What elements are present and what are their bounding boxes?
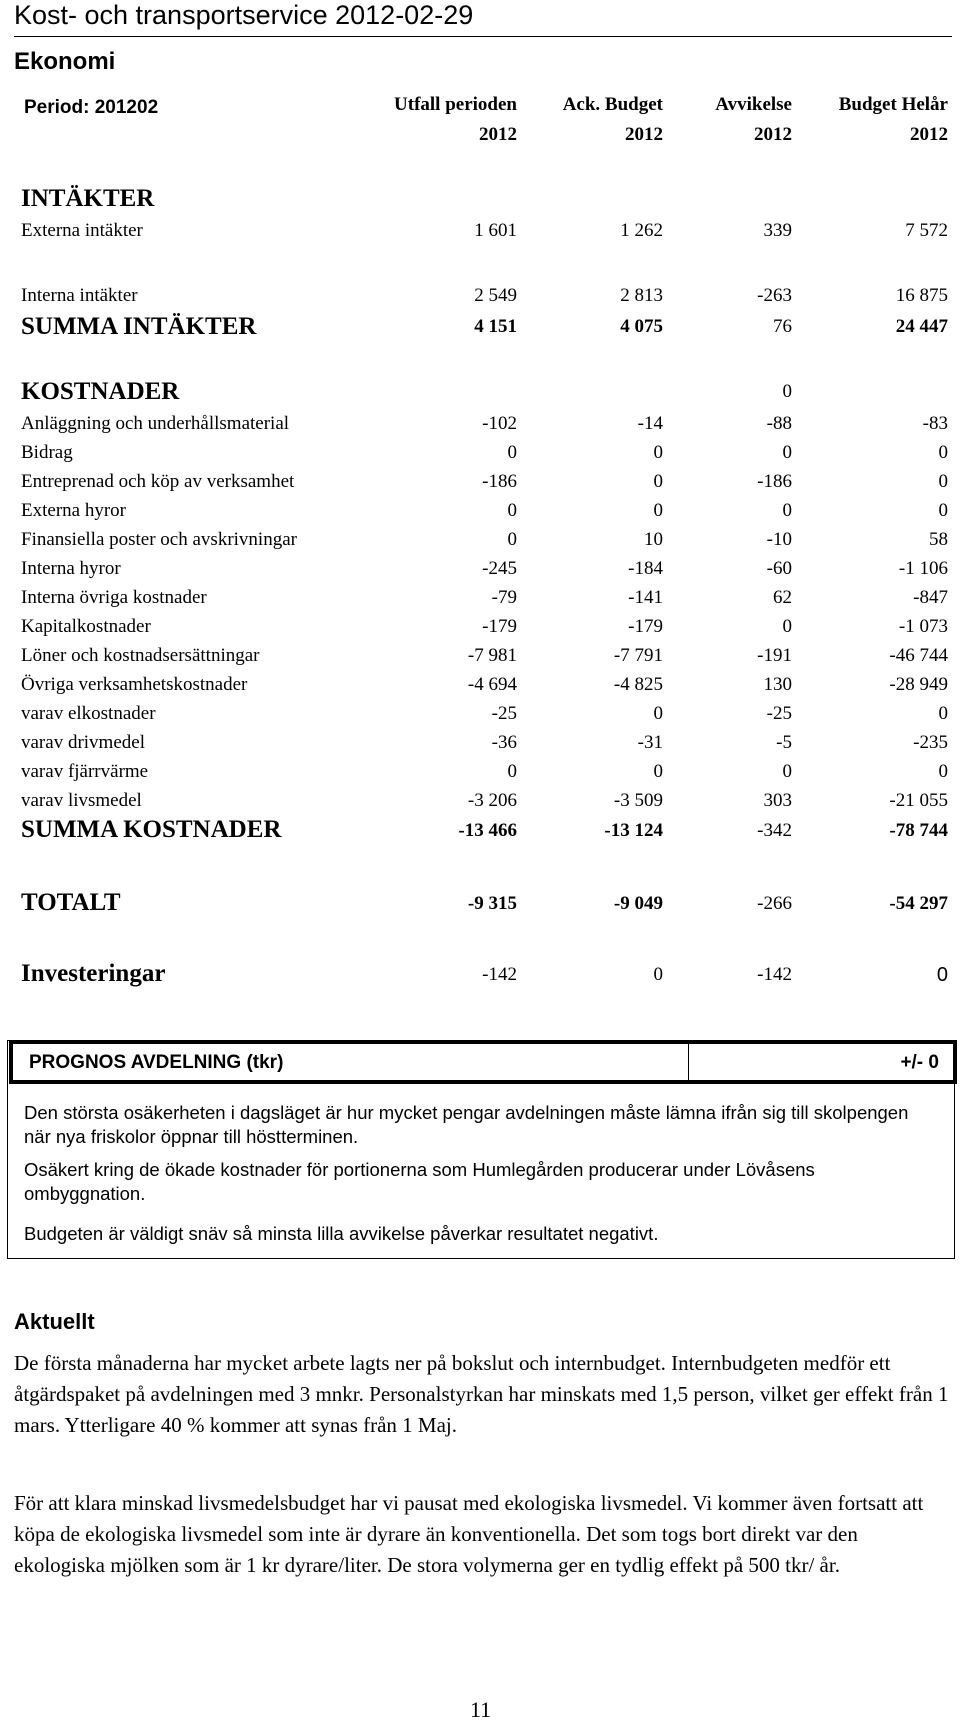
cell-budget-helar: -83 bbox=[922, 413, 948, 434]
table-row bbox=[0, 413, 960, 443]
cell-utfall: -186 bbox=[482, 471, 517, 492]
column-header-budget-helar bbox=[839, 90, 948, 150]
row-label: Externa intäkter bbox=[21, 220, 143, 241]
cell-ack-budget: 0 bbox=[653, 703, 663, 724]
cell-ack-budget: -9 049 bbox=[613, 893, 663, 914]
aktuellt-paragraph: De första månaderna har mycket arbete lagts ner på bokslut och internbudget. Internbudgeten medför ett åtgärdspaket på avdelningen med 3 mnkr. Personalstyrkan har minskats med 1,5 person, vilket ger effekt från 1 mars. Ytterligare 40 % kommer att synas från 1 Maj. bbox=[14, 1351, 949, 1437]
table-row bbox=[0, 761, 960, 791]
cell-budget-helar: -235 bbox=[913, 732, 948, 753]
investments-row bbox=[0, 960, 960, 994]
cell-avvikelse: 0 bbox=[782, 500, 792, 521]
cell-avvikelse: -191 bbox=[757, 645, 792, 666]
prognos-title: PROGNOS AVDELNING (tkr) bbox=[29, 1052, 284, 1073]
cell-budget-helar: 0 bbox=[938, 761, 948, 782]
column-header-line2: 2012 bbox=[754, 124, 792, 145]
cell-budget-helar: -847 bbox=[913, 587, 948, 608]
section-heading: Ekonomi bbox=[14, 48, 116, 75]
title-rule bbox=[14, 36, 952, 37]
column-header-line2: 2012 bbox=[910, 124, 948, 145]
row-label: Finansiella poster och avskrivningar bbox=[21, 529, 297, 550]
cell-avvikelse: -186 bbox=[757, 471, 792, 492]
income-total-row bbox=[0, 313, 960, 346]
cell-budget-helar: -1 106 bbox=[898, 558, 948, 579]
row-label: Externa hyror bbox=[21, 500, 126, 521]
cell-budget-helar: 0 bbox=[938, 442, 948, 463]
column-header-line2: 2012 bbox=[625, 124, 663, 145]
cell-ack-budget: 1 262 bbox=[620, 220, 663, 241]
cell-avvikelse: 0 bbox=[782, 442, 792, 463]
cost-heading-row bbox=[0, 378, 960, 411]
cell-avvikelse: 0 bbox=[782, 381, 792, 402]
row-label: Kapitalkostnader bbox=[21, 616, 151, 637]
row-label: Entreprenad och köp av verksamhet bbox=[21, 471, 295, 492]
row-label: Investeringar bbox=[21, 960, 166, 987]
cell-ack-budget: -3 509 bbox=[613, 790, 663, 811]
cell-avvikelse: -342 bbox=[757, 820, 792, 841]
row-label: varav elkostnader bbox=[21, 703, 156, 724]
row-label: Interna hyror bbox=[21, 558, 121, 579]
row-label: Bidrag bbox=[21, 442, 73, 463]
page-number: 11 bbox=[470, 1697, 492, 1722]
cell-ack-budget: 0 bbox=[653, 500, 663, 521]
table-row bbox=[0, 645, 960, 675]
cell-budget-helar: 0 bbox=[938, 500, 948, 521]
cell-budget-helar: -78 744 bbox=[889, 820, 948, 841]
row-label: TOTALT bbox=[21, 889, 121, 916]
cell-ack-budget: -14 bbox=[637, 413, 663, 434]
cell-utfall: -13 466 bbox=[458, 820, 517, 841]
income-heading: INTÄKTER bbox=[21, 185, 155, 212]
cell-avvikelse: -10 bbox=[766, 529, 792, 550]
table-row bbox=[0, 703, 960, 733]
cell-avvikelse: -5 bbox=[776, 732, 792, 753]
cell-avvikelse: 339 bbox=[763, 220, 792, 241]
cell-ack-budget: 0 bbox=[653, 471, 663, 492]
cell-ack-budget: -7 791 bbox=[613, 645, 663, 666]
document-title: Kost- och transportservice 2012-02-29 bbox=[14, 0, 474, 30]
table-row bbox=[0, 220, 960, 250]
cell-budget-helar: -1 073 bbox=[898, 616, 948, 637]
cell-ack-budget: -141 bbox=[628, 587, 663, 608]
row-label: Löner och kostnadsersättningar bbox=[21, 645, 260, 666]
prognos-paragraph: Budgeten är väldigt snäv så minsta lilla avvikelse påverkar resultatet negativt. bbox=[24, 1223, 659, 1244]
cell-avvikelse: -266 bbox=[757, 893, 792, 914]
cell-budget-helar: 0 bbox=[938, 703, 948, 724]
cell-ack-budget: 0 bbox=[653, 761, 663, 782]
cell-utfall: 0 bbox=[507, 442, 517, 463]
cell-utfall: -179 bbox=[482, 616, 517, 637]
column-header-line1: Utfall perioden bbox=[394, 94, 517, 115]
cell-budget-helar: -54 297 bbox=[889, 893, 948, 914]
table-row bbox=[0, 587, 960, 617]
cell-budget-helar: 0 bbox=[936, 964, 948, 986]
table-row bbox=[0, 616, 960, 646]
cell-utfall: -245 bbox=[482, 558, 517, 579]
cell-ack-budget: -179 bbox=[628, 616, 663, 637]
table-row bbox=[0, 285, 960, 315]
column-header-line1: Ack. Budget bbox=[562, 94, 663, 115]
cell-avvikelse: -142 bbox=[757, 964, 792, 985]
cell-avvikelse: 130 bbox=[763, 674, 792, 695]
table-row bbox=[0, 558, 960, 588]
cell-ack-budget: 2 813 bbox=[620, 285, 663, 306]
cell-utfall: -3 206 bbox=[467, 790, 517, 811]
cell-budget-helar: 0 bbox=[938, 471, 948, 492]
cell-avvikelse: -25 bbox=[766, 703, 792, 724]
cell-utfall: -4 694 bbox=[467, 674, 517, 695]
cost-total-row bbox=[0, 816, 960, 850]
cell-ack-budget: 4 075 bbox=[620, 316, 663, 337]
cost-heading: KOSTNADER bbox=[21, 378, 180, 405]
cell-ack-budget: -4 825 bbox=[613, 674, 663, 695]
table-row bbox=[0, 471, 960, 501]
row-label: Interna övriga kostnader bbox=[21, 587, 207, 608]
table-row bbox=[0, 500, 960, 530]
cell-budget-helar: 24 447 bbox=[895, 316, 948, 337]
table-row bbox=[0, 442, 960, 472]
table-row bbox=[0, 674, 960, 704]
cell-budget-helar: -28 949 bbox=[889, 674, 948, 695]
row-label: Övriga verksamhetskostnader bbox=[21, 674, 248, 695]
cell-utfall: -142 bbox=[482, 964, 517, 985]
cell-utfall: -36 bbox=[491, 732, 517, 753]
column-header-utfall bbox=[394, 90, 517, 150]
cell-ack-budget: 0 bbox=[653, 442, 663, 463]
row-label: varav livsmedel bbox=[21, 790, 142, 811]
column-header-ack-budget bbox=[563, 90, 663, 150]
cell-avvikelse: -88 bbox=[766, 413, 792, 434]
cell-avvikelse: 303 bbox=[763, 790, 792, 811]
column-header-line1: Avvikelse bbox=[715, 94, 792, 115]
cell-utfall: -102 bbox=[482, 413, 517, 434]
prognos-divider bbox=[688, 1044, 689, 1080]
row-label: varav fjärrvärme bbox=[21, 761, 149, 782]
row-label: varav drivmedel bbox=[21, 732, 145, 753]
column-header-line1: Budget Helår bbox=[838, 94, 948, 115]
row-label: Anläggning och underhållsmaterial bbox=[21, 413, 290, 434]
cell-ack-budget: -13 124 bbox=[604, 820, 663, 841]
cell-avvikelse: -263 bbox=[757, 285, 792, 306]
cell-utfall: 0 bbox=[507, 761, 517, 782]
cell-ack-budget: -31 bbox=[637, 732, 663, 753]
cell-utfall: 2 549 bbox=[474, 285, 517, 306]
cell-utfall: -7 981 bbox=[467, 645, 517, 666]
cell-utfall: -9 315 bbox=[467, 893, 517, 914]
column-header-line2: 2012 bbox=[479, 124, 517, 145]
cell-avvikelse: 62 bbox=[773, 587, 792, 608]
cell-utfall: 1 601 bbox=[474, 220, 517, 241]
column-header-avvikelse bbox=[715, 90, 792, 150]
row-label: Interna intäkter bbox=[21, 285, 138, 306]
prognos-paragraph: Osäkert kring de ökade kostnader för portionerna som Humlegården producerar under Lövåsens ombyggnation. bbox=[24, 1159, 815, 1204]
cell-avvikelse: -60 bbox=[766, 558, 792, 579]
cell-budget-helar: 58 bbox=[929, 529, 948, 550]
cell-budget-helar: -46 744 bbox=[889, 645, 948, 666]
cell-ack-budget: -184 bbox=[628, 558, 663, 579]
cell-avvikelse: 0 bbox=[782, 761, 792, 782]
row-label: SUMMA INTÄKTER bbox=[21, 313, 257, 340]
cell-utfall: 4 151 bbox=[474, 316, 517, 337]
period-label: Period: 201202 bbox=[24, 97, 159, 118]
cell-avvikelse: 0 bbox=[782, 616, 792, 637]
cell-avvikelse: 76 bbox=[773, 316, 792, 337]
cell-budget-helar: 16 875 bbox=[895, 285, 948, 306]
aktuellt-heading: Aktuellt bbox=[14, 1309, 95, 1334]
table-row bbox=[0, 529, 960, 559]
total-row bbox=[0, 889, 960, 923]
cell-budget-helar: -21 055 bbox=[889, 790, 948, 811]
cell-ack-budget: 10 bbox=[644, 529, 663, 550]
cell-utfall: 0 bbox=[507, 500, 517, 521]
prognos-paragraph: Den största osäkerheten i dagsläget är hur mycket pengar avdelningen måste lämna ifrån sig till skolpengen när nya friskolor öppnar till höstterminen. bbox=[24, 1102, 909, 1147]
table-row bbox=[0, 732, 960, 762]
cell-budget-helar: 7 572 bbox=[905, 220, 948, 241]
cell-utfall: -25 bbox=[491, 703, 517, 724]
prognos-value: +/- 0 bbox=[900, 1052, 939, 1073]
cell-utfall: -79 bbox=[491, 587, 517, 608]
aktuellt-paragraph: För att klara minskad livsmedelsbudget har vi pausat med ekologiska livsmedel. Vi kommer även fortsatt att köpa de ekologiska livsmedel som inte är dyrare än konventionella. Det som togs bort direkt var den ekologiska mjölken som är 1 kr dyrare/liter. De stora volymerna ger en tydlig effekt på 500 tkr/ år. bbox=[14, 1491, 924, 1577]
cell-utfall: 0 bbox=[507, 529, 517, 550]
row-label: SUMMA KOSTNADER bbox=[21, 816, 282, 843]
prognos-header bbox=[9, 1040, 957, 1084]
cell-ack-budget: 0 bbox=[653, 964, 663, 985]
